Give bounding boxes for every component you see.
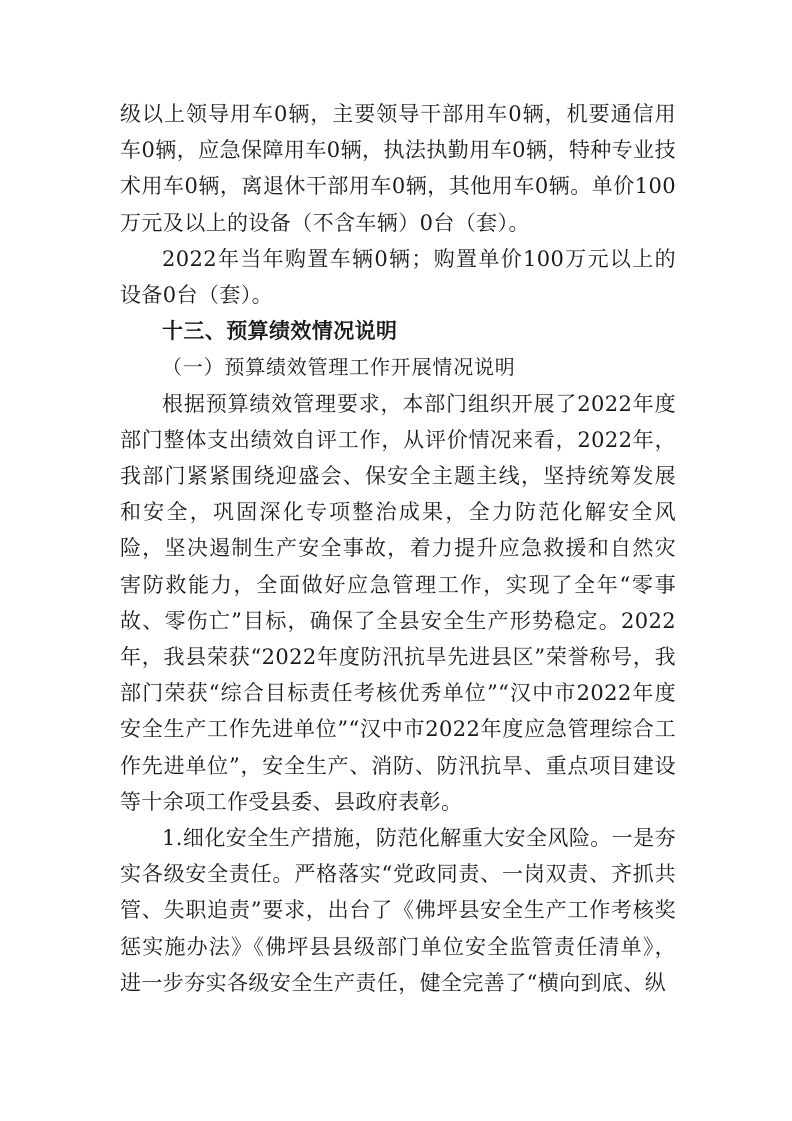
subsection-heading-1: （一）预算绩效管理工作开展情况说明: [162, 355, 516, 380]
paragraph-safety-measures: 1.细化安全生产措施，防范化解重大安全风险。一是夯实各级安全责任。严格落实“党政同责、一岗双责、齐抓共管、失职追责”要求，出台了《佛坪县安全生产工作考核奖惩实施办法》《佛坪县县级部门单位安全监管责任清单》，进一步夯实各级安全生产责任，健全完善了“横向到底、纵: [120, 826, 676, 995]
paragraph-purchase-2022: 2022年当年购置车辆0辆；购置单价100万元以上的设备0台（套）。: [120, 246, 676, 308]
paragraph-performance-overview: 根据预算绩效管理要求，本部门组织开展了2022年度部门整体支出绩效自评工作，从评价情况来看，2022年，我部门紧紧围绕迎盛会、保安全主题主线，坚持统筹发展和安全，巩固深化专项整治成果，全力防范化解安全风险，坚决遏制生产安全事故，着力提升应急救援和自然灾害防救能力，全面做好应急管理工作，实现了全年“零事故、零伤亡”目标，确保了全县安全生产形势稳定。2022年，我县荣获“2022年度防汛抗旱先进县区”荣誉称号，我部门荣获“综合目标责任考核优秀单位”“汉中市2022年度安全生产工作先进单位”“汉中市2022年度应急管理综合工作先进单位”，安全生产、消防、防汛抗旱、重点项目建设等十余项工作受县委、县政府表彰。: [120, 391, 676, 814]
paragraph-vehicle-summary: 级以上领导用车0辆，主要领导干部用车0辆，机要通信用车0辆，应急保障用车0辆，执法执勤用车0辆，特种专业技术用车0辆，离退休干部用车0辆，其他用车0辆。单价100万元及以上的设备（不含车辆）0台（套）。: [120, 102, 676, 235]
document-body: [120, 96, 676, 1001]
section-heading-13: 十三、预算绩效情况说明: [162, 319, 398, 344]
